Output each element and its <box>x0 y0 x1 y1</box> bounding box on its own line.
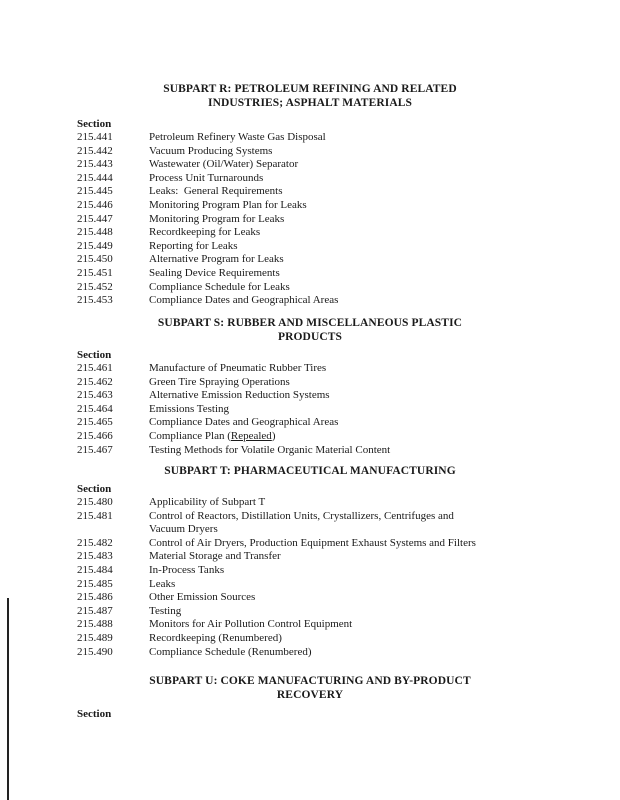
section-title: Recordkeeping for Leaks <box>149 226 261 239</box>
section-title: Emissions Testing <box>149 402 230 415</box>
section-number: 215.463 <box>77 389 113 402</box>
section-title: Alternative Program for Leaks <box>149 253 284 266</box>
section-title: Leaks: General Requirements <box>149 185 283 198</box>
toc-entry <box>0 578 620 592</box>
subpart-t <box>0 464 620 659</box>
subpart-u-heading-line-2: RECOVERY <box>276 689 344 701</box>
section-title: Monitoring Program for Leaks <box>149 212 285 225</box>
toc-entry <box>0 240 620 254</box>
section-number: 215.443 <box>77 158 113 171</box>
section-title: Compliance Schedule for Leaks <box>149 280 290 293</box>
section-title: Compliance Dates and Geographical Areas <box>149 416 339 429</box>
section-title: Reporting for Leaks <box>149 239 238 252</box>
section-title: Testing <box>149 604 182 617</box>
section-number: 215.480 <box>77 496 113 508</box>
section-title: Process Unit Turnarounds <box>149 171 264 184</box>
section-title: Petroleum Refinery Waste Gas Disposal <box>149 131 326 143</box>
toc-entry <box>0 564 620 578</box>
section-number: 215.482 <box>77 536 113 549</box>
section-number: 215.465 <box>77 416 113 429</box>
section-number: 215.450 <box>77 253 113 266</box>
toc-entry <box>0 185 620 199</box>
toc-entry <box>0 131 620 145</box>
section-title: Other Emission Sources <box>149 591 256 604</box>
section-number: 215.490 <box>77 645 113 658</box>
section-title: Testing Methods for Volatile Organic Material Content <box>149 443 391 456</box>
section-number: 215.464 <box>77 402 113 415</box>
section-title-end: ) <box>271 429 276 442</box>
section-label: Section <box>77 118 112 130</box>
section-number: 215.461 <box>77 362 113 374</box>
section-title: Vacuum Producing Systems <box>149 144 273 157</box>
section-title: Sealing Device Requirements <box>149 266 280 279</box>
section-number: 215.483 <box>77 550 113 563</box>
toc-entry <box>0 646 620 660</box>
section-label: Section <box>77 708 112 720</box>
toc-entry <box>0 267 620 281</box>
toc-entry <box>0 213 620 227</box>
toc-entry <box>0 618 620 632</box>
toc-entry <box>0 294 620 308</box>
toc-entry <box>0 253 620 267</box>
toc-entry <box>0 605 620 619</box>
section-title: Control of Air Dryers, Production Equipment Exhaust Systems and Filters <box>149 536 476 549</box>
section-title: Monitors for Air Pollution Control Equipment <box>149 618 353 631</box>
section-title: Monitoring Program Plan for Leaks <box>149 198 307 211</box>
section-number: 215.453 <box>77 294 113 307</box>
section-number: 215.467 <box>77 443 113 456</box>
subpart-s <box>0 316 620 457</box>
toc-entry <box>0 591 620 605</box>
subpart-r-heading-line-1: SUBPART R: PETROLEUM REFINING AND RELATED <box>163 83 457 95</box>
toc-entry <box>0 226 620 240</box>
repealed-marker: Repealed <box>230 429 272 442</box>
section-number: 215.489 <box>77 631 113 644</box>
section-number: 215.485 <box>77 577 113 590</box>
section-number: 215.462 <box>77 375 113 388</box>
section-title: Material Storage and Transfer <box>149 550 281 563</box>
section-number: 215.466 <box>77 429 113 442</box>
toc-entry <box>0 510 620 537</box>
section-number: 215.447 <box>77 212 113 225</box>
toc-entry <box>0 550 620 564</box>
section-label: Section <box>77 483 112 495</box>
subpart-r-heading-line-2: INDUSTRIES; ASPHALT MATERIALS <box>208 97 412 109</box>
section-title: Green Tire Spraying Operations <box>149 375 290 388</box>
section-title: Recordkeeping (Renumbered) <box>149 631 282 644</box>
section-title: Applicability of Subpart T <box>149 496 266 508</box>
section-number: 215.481 <box>77 509 113 522</box>
toc-entry <box>0 362 620 376</box>
section-number: 215.441 <box>77 131 113 143</box>
subpart-s-heading-line-1: SUBPART S: RUBBER AND MISCELLANEOUS PLASTIC <box>157 317 463 329</box>
section-label: Section <box>77 349 112 361</box>
toc-entry <box>0 537 620 551</box>
toc-entry <box>0 496 620 510</box>
toc-entry <box>0 430 620 444</box>
subpart-s-heading-line-2: PRODUCTS <box>277 331 343 343</box>
toc-entry <box>0 172 620 186</box>
toc-entry <box>0 632 620 646</box>
section-number: 215.486 <box>77 591 113 604</box>
section-number: 215.444 <box>77 171 113 184</box>
subpart-u <box>0 674 620 721</box>
section-number: 215.445 <box>77 185 113 198</box>
section-title: In-Process Tanks <box>149 563 225 576</box>
toc-entry <box>0 403 620 417</box>
section-title-text: Compliance Plan ( <box>149 429 231 442</box>
subpart-u-heading-line-1: SUBPART U: COKE MANUFACTURING AND BY-PRODUCT <box>149 675 471 687</box>
section-title <box>149 430 519 444</box>
section-number: 215.488 <box>77 618 113 631</box>
subpart-r <box>0 82 620 308</box>
toc-entry <box>0 145 620 159</box>
toc-entry <box>0 376 620 390</box>
subpart-t-heading-line-1: SUBPART T: PHARMACEUTICAL MANUFACTURING <box>164 465 456 477</box>
section-number: 215.449 <box>77 239 113 252</box>
section-number: 215.452 <box>77 280 113 293</box>
toc-entry <box>0 199 620 213</box>
section-title: Wastewater (Oil/Water) Separator <box>149 158 299 171</box>
toc-entry <box>0 281 620 295</box>
section-number: 215.487 <box>77 604 113 617</box>
toc-entry <box>0 416 620 430</box>
section-title: Manufacture of Pneumatic Rubber Tires <box>149 362 327 374</box>
toc-entry <box>0 389 620 403</box>
section-number: 215.448 <box>77 226 113 239</box>
section-title: Compliance Dates and Geographical Areas <box>149 294 339 307</box>
section-number: 215.446 <box>77 198 113 211</box>
section-title: Alternative Emission Reduction Systems <box>149 389 330 402</box>
section-number: 215.442 <box>77 144 113 157</box>
section-title: Control of Reactors, Distillation Units, Crystallizers, Centrifuges and Vacuum Dryers <box>149 509 454 536</box>
section-title: Compliance Schedule (Renumbered) <box>149 645 312 658</box>
toc-entry <box>0 444 620 458</box>
section-number: 215.451 <box>77 266 113 279</box>
section-number: 215.484 <box>77 563 113 576</box>
toc-entry <box>0 158 620 172</box>
section-title: Leaks <box>149 577 176 590</box>
